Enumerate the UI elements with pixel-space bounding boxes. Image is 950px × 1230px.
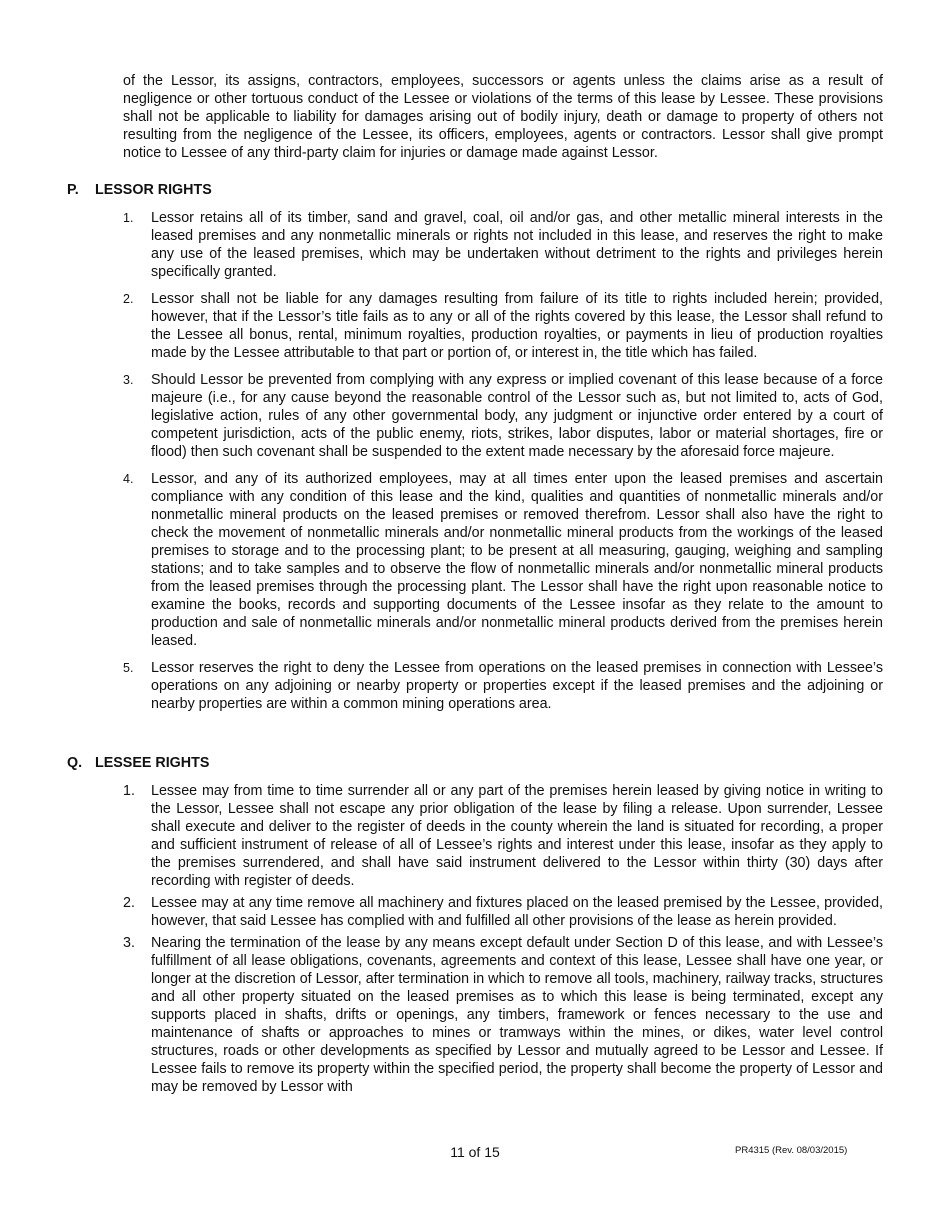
item-text: Lessor shall not be liable for any damages resulting from failure of its title to rights included herein; provided, however, that if the Lessor’s title fails as to any or all of the rights covered by this lease, the Lessor shall refund to the Lessee all bonus, rental, minimum royalties, production royalties, or payments in lieu of production royalties made by the Lessee attributable to that part or portion of, or interest in, the title which has failed. (151, 291, 883, 361)
item-number: 5. (123, 661, 134, 675)
section-title: LESSOR RIGHTS (95, 182, 212, 198)
list-item (123, 470, 883, 650)
list-item (123, 371, 883, 461)
item-text: Lessor retains all of its timber, sand and gravel, coal, oil and/or gas, and other metallic mineral interests in the leased premises and any nonmetallic minerals or rights not included in this lease, and reserves the right to make any use of the leased premises, which may be undertaken without detriment to the rights and privileges herein specifically granted. (151, 210, 883, 280)
item-text: Lessee may at any time remove all machinery and fixtures placed on the leased premised by the Lessee, provided, however, that said Lessee has complied with and fulfilled all other provisions of the lease as herein provided. (151, 895, 883, 929)
item-text: Lessee may from time to time surrender all or any part of the premises herein leased by giving notice in writing to the Lessor, Lessee shall not escape any prior obligation of the lease by filing a release. Upon surrender, Lessee shall execute and deliver to the register of deeds in the county wherein the land is situated for recording, a proper and sufficient instrument of release of all of Lessee’s rights and interest under this lease, insofar as they apply to the premises surrendered, and shall have said instrument delivered to the Lessor within thirty (30) days after recording with register of deeds. (151, 783, 883, 889)
list-item (123, 209, 883, 281)
section-heading-lessee-rights (67, 754, 209, 772)
item-text: Should Lessor be prevented from complying with any express or implied covenant of this lease because of a force majeure (i.e., for any cause beyond the reasonable control of the Lessor such as, but not limited to, acts of God, legislative action, rules of any other governmental body, any judgment or injunctive order entered by a court of competent jurisdiction, acts of the public enemy, riots, strikes, labor disputes, labor or material shortages, fire or flood) then such covenant shall be suspended to the extent made necessary by the aforesaid force majeure. (151, 372, 883, 460)
item-number: 2. (123, 292, 134, 306)
list-item (123, 894, 883, 930)
item-number: 3. (123, 935, 135, 951)
section-letter: Q. (67, 755, 83, 771)
lessee-rights-list (123, 782, 883, 1100)
item-text: Lessor reserves the right to deny the Lessee from operations on the leased premises in connection with Lessee’s operations on any adjoining or nearby property or properties except if the leased premises and the adjoining or nearby properties are within a common mining operations area. (151, 660, 883, 712)
section-letter: P. (67, 182, 79, 198)
item-text: Nearing the termination of the lease by any means except default under Section D of this lease, and with Lessee’s fulfillment of all lease obligations, covenants, agreements and context of this lease, Lessee shall have one year, or longer at the discretion of Lessor, after termination in which to remove all tools, machinery, railway tracks, structures and all other property situated on the leased premises as to which this lease is being terminated, except any supports placed in shafts, drifts or openings, any timbers, framework or fences necessary to the use and maintenance of shafts or approaches to mines or tramways within the mines, or dikes, water level control structures, roads or other developments as specified by Lessor and mutually agreed to be Lessor and Lessee. If Lessee fails to remove its property within the specified period, the property shall become the property of Lessor and may be removed by Lessor with (151, 935, 883, 1095)
form-id: PR4315 (Rev. 08/03/2015) (735, 1145, 848, 1156)
item-number: 2. (123, 895, 135, 911)
section-title: LESSEE RIGHTS (95, 755, 210, 771)
item-text: Lessor, and any of its authorized employees, may at all times enter upon the leased premises and ascertain compliance with any condition of this lease and the kind, qualities and quantities of nonmetallic minerals and/or nonmetallic mineral products on the leased premises or removed therefrom. Lessor shall also have the right to check the movement of nonmetallic minerals and/or nonmetallic mineral products from the workings of the leased premises to storage and to the processing plant; to be present at all measuring, gauging, weighing and sampling stations; and to take samples and to observe the flow of nonmetallic minerals and/or nonmetallic mineral products from the leased premises through the processing plant. The Lessor shall have the right upon reasonable notice to examine the books, records and supporting documents of the Lessee insofar as they relate to the amount to production and sale of nonmetallic minerals and/or nonmetallic mineral products derived from the premises herein leased. (151, 471, 883, 649)
intro-paragraph: of the Lessor, its assigns, contractors, employees, successors or agents unless the claims arise as a result of negligence or other tortuous conduct of the Lessee or violations of the terms of this lease by Lessee. These provisions shall not be applicable to liability for damages arising out of bodily injury, death or damage to property of others not resulting from the negligence of the Lessee, its officers, employees, agents or contractors. Lessor shall give prompt notice to Lessee of any third-party claim for injuries or damage made against Lessor. (123, 73, 883, 161)
item-number: 3. (123, 373, 134, 387)
section-heading-lessor-rights (67, 181, 212, 199)
item-number: 4. (123, 472, 134, 486)
list-item (123, 782, 883, 890)
item-number: 1. (123, 211, 134, 225)
list-item (123, 290, 883, 362)
item-number: 1. (123, 783, 135, 799)
page-number: 11 of 15 (450, 1144, 500, 1160)
list-item (123, 659, 883, 713)
lessor-rights-list (123, 209, 883, 722)
list-item (123, 934, 883, 1096)
